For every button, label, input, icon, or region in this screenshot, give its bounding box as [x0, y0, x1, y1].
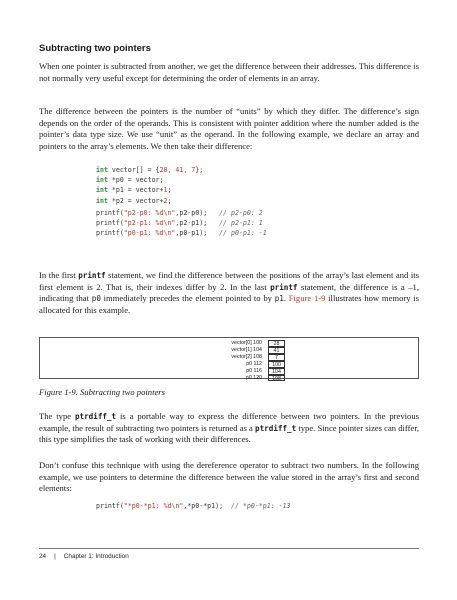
inline-code: printf: [270, 282, 298, 292]
memory-cell: 100: [268, 361, 285, 369]
code-text: printf(: [96, 219, 124, 228]
text-run: immediately precedes the element pointed to by: [100, 293, 275, 304]
inline-code: ptrdiff_t: [74, 412, 117, 421]
text-run: statement, we find the difference between the positions of the array’s last element and its first element is 2. That is, their indexes differ by 2. In the last: [39, 270, 419, 292]
code-string: "p2-p1: %d\n": [123, 219, 176, 228]
text-run: statement, the difference is a –1, indicating that: [39, 281, 419, 304]
inline-code: ptrdiff_t: [255, 423, 297, 433]
text-run: is a portable way to express the difference between two pointers. In the previous example, the result of subtracting two pointers is returned as a: [39, 411, 419, 433]
code-text: };: [195, 166, 204, 174]
code-text: *p2 = vector+: [107, 196, 164, 205]
code-text: ,*p0-*p1);: [183, 502, 231, 510]
code-line: [96, 166, 203, 174]
memory-cell: 104: [268, 368, 285, 376]
text-run: .: [283, 293, 289, 304]
memory-address-label: p0 112: [246, 360, 262, 367]
code-keyword: int: [96, 186, 108, 195]
inline-code: p1: [274, 294, 284, 304]
memory-address-label: vector[1] 104: [231, 346, 262, 353]
text-run: type. Since pointer sizes can differ, this type simplifies the task of working with their differences.: [39, 422, 419, 445]
code-text: printf(: [96, 229, 124, 238]
code-keyword: int: [96, 176, 108, 185]
memory-cell: 28: [268, 340, 285, 348]
code-block-printf: [96, 208, 267, 239]
code-text: printf(: [96, 502, 124, 510]
footer-divider: [39, 548, 419, 549]
code-text: ;: [167, 186, 172, 195]
text-run: illustrates how memory is allocated for this example.: [39, 293, 420, 315]
footer-separator: |: [54, 553, 56, 560]
figure-link[interactable]: Figure 1-9: [288, 293, 326, 304]
code-text: ;: [167, 196, 172, 205]
memory-cell: 7: [268, 354, 285, 362]
code-string: "p0-p1: %d\n": [123, 229, 176, 238]
paragraph-4: [39, 411, 419, 446]
code-line: [96, 197, 171, 205]
code-text: ,p0-p1);: [175, 229, 220, 238]
code-text: ,p2-p0);: [175, 209, 220, 217]
chapter-title: Chapter 1: Introduction: [63, 553, 129, 560]
code-text: printf(: [96, 209, 124, 217]
paragraph-3: [39, 270, 419, 316]
code-block-dereference: [96, 501, 291, 511]
section-heading: Subtracting two pointers: [39, 43, 151, 54]
paragraph-5: Don’t confuse this technique with using the dereference operator to subtract two numbers. In the following example, we use pointers to determine the difference between the value stored in the array’s first and second elements:: [39, 460, 419, 494]
text-run: The type: [39, 411, 75, 421]
inline-code: printf: [78, 271, 106, 280]
inline-code: p0: [91, 294, 101, 304]
code-text: *p1 = vector+: [107, 186, 164, 195]
code-string: "p2-p0: %d\n": [123, 209, 176, 217]
paragraph-2: The difference between the pointers is the number of “units” by which they differ. The difference’s sign depends on the order of the operands. This is consistent with pointer addition where the number added is the pointer’s data type size. We use “unit” as the operand. In the following example, we declare an array and pointers to the array’s elements. We then take their difference:: [39, 106, 419, 151]
figure-caption: Figure 1-9. Subtracting two pointers: [39, 387, 165, 397]
code-text: *p0 = vector;: [107, 176, 164, 185]
code-block-declarations: [96, 165, 203, 206]
memory-address-label: p0 116: [246, 367, 262, 374]
code-keyword: int: [96, 166, 108, 174]
memory-cell: 41: [268, 347, 285, 355]
code-number: 28, 41, 7: [159, 166, 196, 174]
page-number: 24: [39, 553, 47, 560]
code-line: [96, 502, 291, 510]
code-text: ,p2-p1);: [175, 219, 220, 228]
code-line: [96, 209, 263, 217]
memory-address-label: vector[2] 108: [231, 353, 262, 360]
code-comment: // p2-p0: 2: [219, 209, 263, 217]
memory-address-label: vector[0] 100: [231, 339, 262, 346]
memory-cell: 108: [268, 375, 285, 382]
code-number: 1: [163, 186, 168, 195]
code-keyword: int: [96, 196, 108, 205]
code-line: [96, 186, 171, 194]
code-comment: // p0-p1: -1: [219, 229, 267, 238]
paragraph-1: When one pointer is subtracted from another, we get the difference between their addresses. This difference is not normally very useful except for determining the order of elements in an array.: [39, 61, 419, 83]
code-line: [96, 219, 263, 227]
code-comment: // *p0-*p1: -13: [230, 502, 291, 510]
memory-address-label: p0 120: [245, 374, 262, 381]
code-comment: // p2-p1: 1: [219, 219, 263, 228]
code-number: 2: [163, 196, 168, 205]
code-string: "*p0-*p1: %d\n": [123, 502, 184, 510]
code-line: [96, 229, 267, 237]
page-footer: [39, 553, 129, 560]
code-text: vector[] = {: [107, 166, 160, 174]
code-line: [96, 176, 164, 184]
text-run: In the first: [39, 270, 79, 280]
